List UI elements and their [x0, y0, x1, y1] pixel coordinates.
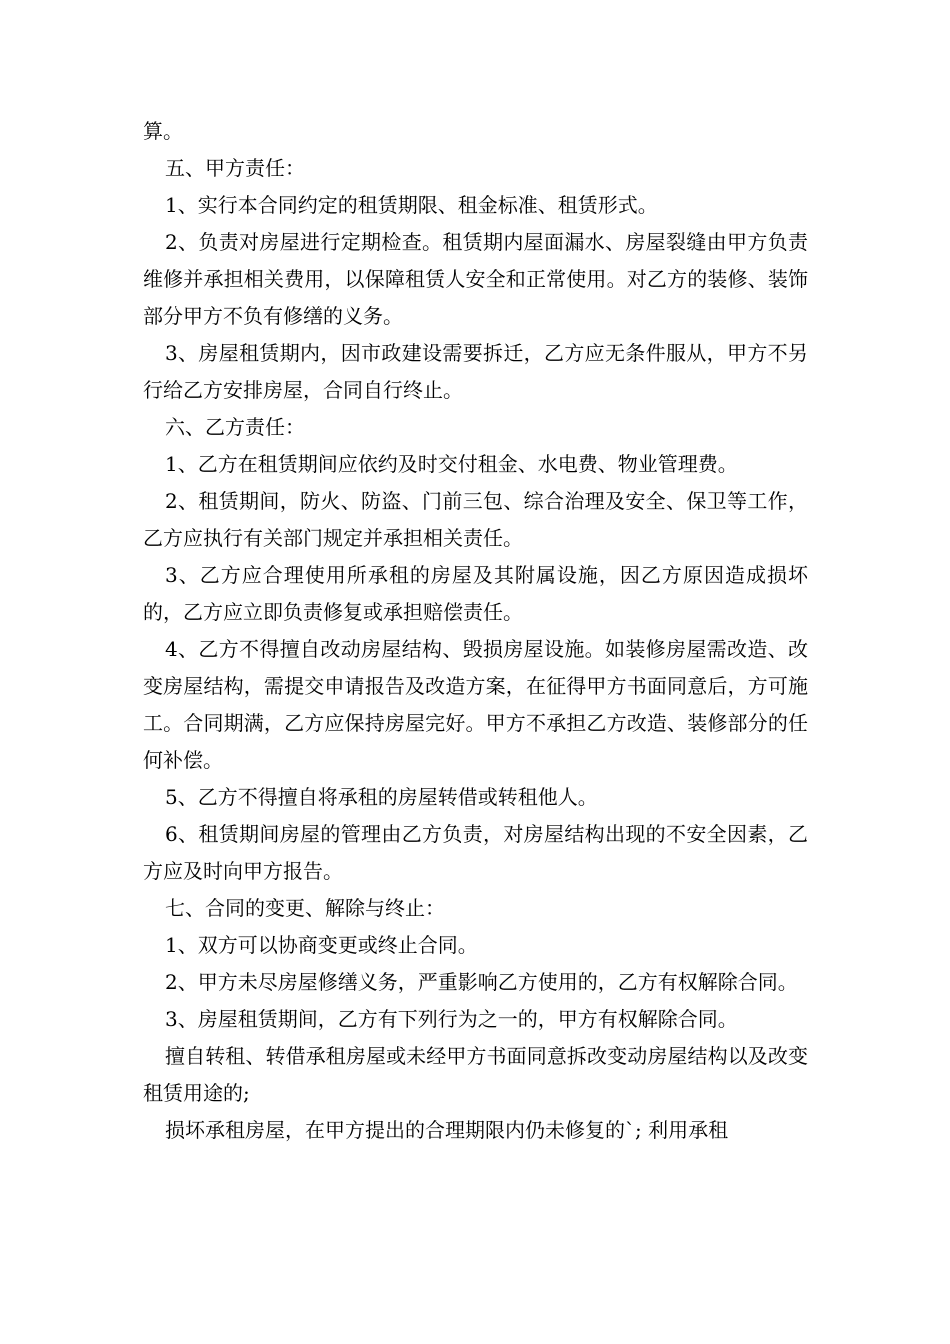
clause-paragraph: 6、租赁期间房屋的管理由乙方负责，对房屋结构出现的不安全因素，乙方应及时向甲方报告。 — [143, 822, 808, 883]
clause-paragraph: 1、实行本合同约定的租赁期限、租金标准、租赁形式。 — [165, 193, 658, 217]
clause-paragraph: 2、甲方未尽房屋修缮义务，严重影响乙方使用的，乙方有权解除合同。 — [165, 970, 798, 994]
clause-paragraph: 2、负责对房屋进行定期检查。租赁期内屋面漏水、房屋裂缝由甲方负责维修并承担相关费用，以保障租赁人安全和正常使用。对乙方的装修、装饰部分甲方不负有修缮的义务。 — [143, 230, 808, 328]
clause-paragraph: 3、乙方应合理使用所承租的房屋及其附属设施，因乙方原因造成损坏的，乙方应立即负责修复或承担赔偿责任。 — [143, 563, 808, 624]
clause-paragraph: 擅自转租、转借承租房屋或未经甲方书面同意拆改变动房屋结构以及改变租赁用途的; — [143, 1044, 808, 1105]
clause-paragraph: 3、房屋租赁期间，乙方有下列行为之一的，甲方有权解除合同。 — [165, 1007, 738, 1031]
clause-paragraph: 1、乙方在租赁期间应依约及时交付租金、水电费、物业管理费。 — [165, 452, 738, 476]
clause-paragraph: 5、乙方不得擅自将承租的房屋转借或转租他人。 — [165, 785, 598, 809]
section-heading-party-a-duties: 五、甲方责任： — [165, 156, 305, 180]
section-heading-contract-change: 七、合同的变更、解除与终止： — [165, 896, 445, 920]
clause-paragraph: 损坏承租房屋，在甲方提出的合理期限内仍未修复的`; 利用承租 — [165, 1118, 729, 1142]
section-heading-party-b-duties: 六、乙方责任： — [165, 415, 305, 439]
paragraph-continuation: 算。 — [143, 119, 183, 143]
clause-paragraph: 1、双方可以协商变更或终止合同。 — [165, 933, 478, 957]
clause-paragraph: 2、租赁期间，防火、防盗、门前三包、综合治理及安全、保卫等工作，乙方应执行有关部门规定并承担相关责任。 — [143, 489, 808, 550]
clause-paragraph: 4、乙方不得擅自改动房屋结构、毁损房屋设施。如装修房屋需改造、改变房屋结构，需提交申请报告及改造方案，在征得甲方书面同意后，方可施工。合同期满，乙方应保持房屋完好。甲方不承担乙方改造、装修部分的任何补偿。 — [143, 637, 808, 772]
clause-paragraph: 3、房屋租赁期内，因市政建设需要拆迁，乙方应无条件服从，甲方不另行给乙方安排房屋，合同自行终止。 — [143, 341, 808, 402]
document-body — [143, 113, 808, 1149]
